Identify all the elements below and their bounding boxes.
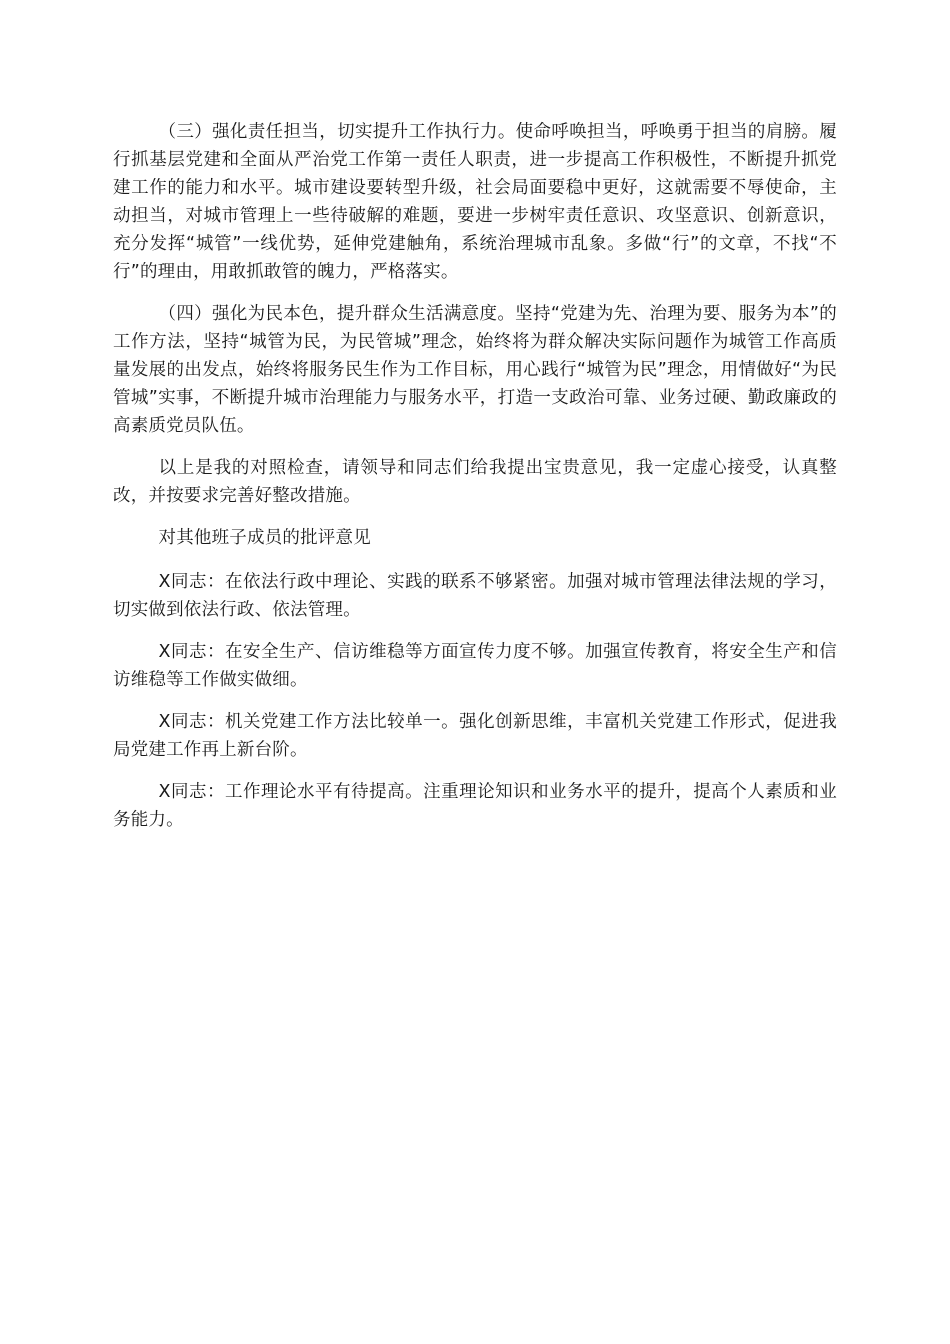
document-body <box>113 118 837 848</box>
critique-item-1: X同志：在依法行政中理论、实践的联系不够紧密。加强对城市管理法律法规的学习，切实做到依法行政、依法管理。 <box>113 572 837 620</box>
critique-item-4: X同志：工作理论水平有待提高。注重理论知识和业务水平的提升，提高个人素质和业务能力。 <box>113 782 837 830</box>
critique-section-heading: 对其他班子成员的批评意见 <box>158 528 371 548</box>
paragraph-closing-statement: 以上是我的对照检查，请领导和同志们给我提出宝贵意见，我一定虚心接受，认真整改，并按要求完善好整改措施。 <box>113 458 837 506</box>
critique-item-2: X同志：在安全生产、信访维稳等方面宣传力度不够。加强宣传教育，将安全生产和信访维稳等工作做实做细。 <box>113 642 837 690</box>
paragraph-section-three: （三）强化责任担当，切实提升工作执行力。使命呼唤担当，呼唤勇于担当的肩膀。履行抓基层党建和全面从严治党工作第一责任人职责，进一步提高工作积极性，不断提升抓党建工作的能力和水平。城市建设要转型升级，社会局面要稳中更好，这就需要不辱使命，主动担当，对城市管理上一些待破解的难题，要进一步树牢责任意识、攻坚意识、创新意识，充分发挥“城管”一线优势，延伸党建触角，系统治理城市乱象。多做“行”的文章，不找“不行”的理由，用敢抓敢管的魄力，严格落实。 <box>113 122 837 282</box>
critique-item-3: X同志：机关党建工作方法比较单一。强化创新思维，丰富机关党建工作形式，促进我局党建工作再上新台阶。 <box>113 712 837 760</box>
paragraph-section-four: （四）强化为民本色，提升群众生活满意度。坚持“党建为先、治理为要、服务为本”的工作方法，坚持“城管为民，为民管城”理念，始终将为群众解决实际问题作为城管工作高质量发展的出发点，始终将服务民生作为工作目标，用心践行“城管为民”理念，用情做好“为民管城”实事，不断提升城市治理能力与服务水平，打造一支政治可靠、业务过硬、勤政廉政的高素质党员队伍。 <box>113 304 837 436</box>
